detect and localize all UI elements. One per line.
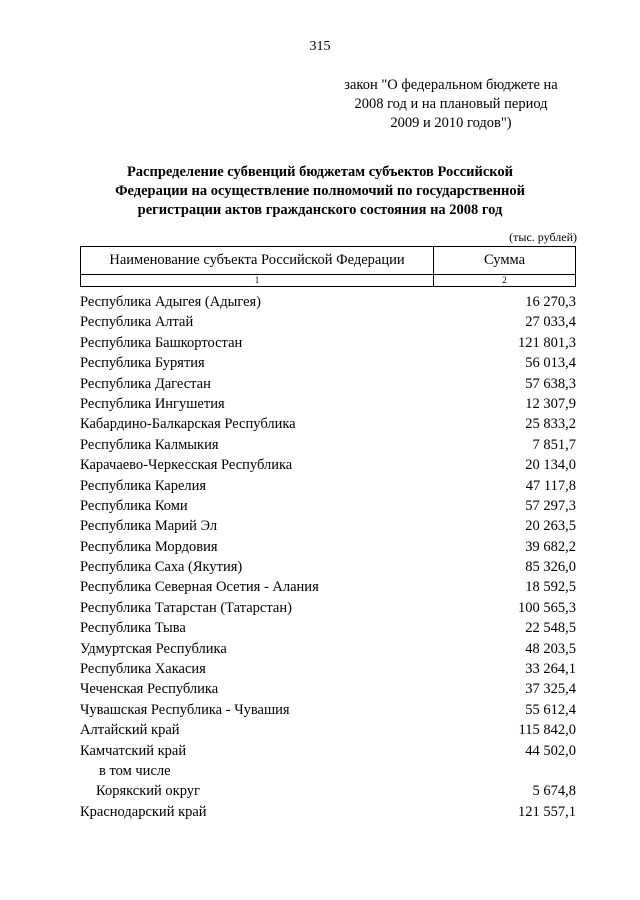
table-header	[80, 246, 576, 287]
row-subject-name: Республика Адыгея (Адыгея)	[80, 294, 262, 310]
law-reference-line: 2009 и 2010 годов")	[390, 115, 512, 131]
row-subject-name: Камчатский край	[80, 742, 187, 759]
row-subject-name: в том числе	[99, 762, 171, 779]
page-number: 315	[309, 39, 331, 54]
table-body	[80, 292, 576, 822]
row-subject-name: Республика Мордовия	[80, 538, 218, 555]
document-title	[80, 163, 560, 220]
row-amount: 7 851,7	[532, 436, 576, 453]
table-row	[80, 639, 576, 659]
row-amount: 85 326,0	[525, 559, 576, 576]
row-amount: 121 801,3	[518, 334, 576, 351]
table-row	[80, 435, 576, 455]
row-amount: 57 297,3	[525, 497, 576, 514]
row-subject-name: Республика Саха (Якутия)	[80, 559, 243, 576]
row-amount: 57 638,3	[525, 375, 576, 392]
row-amount: 47 117,8	[525, 477, 576, 494]
table-row	[80, 761, 576, 781]
row-amount: 27 033,4	[525, 314, 576, 331]
table-row	[80, 741, 576, 761]
units-label: (тыс. рублей)	[509, 230, 577, 244]
row-amount: 18 592,5	[525, 579, 576, 596]
row-amount: 37 325,4	[525, 681, 576, 698]
table-row	[80, 659, 576, 679]
row-amount: 55 612,4	[525, 701, 576, 718]
row-subject-name: Республика Карелия	[80, 477, 207, 494]
table-row	[80, 496, 576, 516]
row-amount: 22 548,5	[525, 620, 576, 637]
table-row	[80, 781, 576, 801]
table-row	[80, 455, 576, 475]
table-row	[80, 394, 576, 414]
row-amount: 25 833,2	[525, 416, 576, 433]
row-amount: 121 557,1	[518, 803, 576, 820]
table-row	[80, 374, 576, 394]
table-row	[80, 557, 576, 577]
table-row	[80, 333, 576, 353]
row-subject-name: Республика Алтай	[80, 314, 194, 331]
row-amount: 44 502,0	[525, 742, 576, 759]
row-amount: 56 013,4	[525, 355, 576, 372]
table-row	[80, 720, 576, 740]
row-subject-name: Алтайский край	[80, 722, 180, 739]
header-subject-name: Наименование субъекта Российской Федерации	[81, 247, 434, 274]
row-subject-name: Республика Северная Осетия - Алания	[80, 579, 319, 596]
row-subject-name: Республика Татарстан (Татарстан)	[80, 599, 292, 616]
document-title-line: Распределение субвенций бюджетам субъектов Российской	[126, 164, 514, 180]
row-subject-name: Республика Марий Эл	[80, 518, 218, 535]
row-subject-name: Кабардино-Балкарская Республика	[80, 416, 296, 433]
table-row	[80, 802, 576, 822]
row-subject-name: Чувашская Республика - Чувашия	[80, 701, 290, 718]
row-amount: 115 842,0	[518, 722, 576, 739]
document-title-line: регистрации актов гражданского состояния на 2008 год	[137, 202, 503, 218]
table-row	[80, 679, 576, 699]
row-subject-name: Республика Коми	[80, 497, 188, 514]
table-row	[80, 700, 576, 720]
table-row	[80, 516, 576, 536]
row-amount: 48 203,5	[525, 640, 576, 657]
row-amount: 16 270,3	[525, 294, 576, 310]
law-reference	[320, 76, 582, 133]
document-title-line: Федерации на осуществление полномочий по государственной	[115, 183, 525, 199]
row-subject-name: Карачаево-Черкесская Республика	[80, 457, 293, 474]
table-row	[80, 537, 576, 557]
row-subject-name: Республика Хакасия	[80, 661, 206, 678]
table-row	[80, 598, 576, 618]
row-subject-name: Республика Калмыкия	[80, 436, 219, 453]
column-number-2: 2	[502, 275, 507, 285]
table-header-row	[81, 247, 575, 275]
row-amount: 12 307,9	[525, 395, 576, 412]
table-row	[80, 292, 576, 312]
table-row	[80, 353, 576, 373]
table-row	[80, 618, 576, 638]
table-row	[80, 476, 576, 496]
row-subject-name: Республика Ингушетия	[80, 395, 225, 412]
column-number-row	[81, 275, 575, 286]
row-subject-name: Республика Башкортостан	[80, 334, 243, 351]
law-reference-line: закон "О федеральном бюджете на	[344, 77, 558, 93]
row-subject-name: Республика Бурятия	[80, 355, 205, 372]
table-row	[80, 312, 576, 332]
row-subject-name: Республика Дагестан	[80, 375, 211, 392]
column-number-1: 1	[81, 275, 434, 286]
header-amount: Сумма	[483, 252, 526, 268]
law-reference-line: 2008 год и на плановый период	[354, 96, 548, 112]
row-subject-name: Чеченская Республика	[80, 681, 219, 698]
row-amount: 5 674,8	[532, 783, 576, 800]
row-amount: 20 134,0	[525, 457, 576, 474]
row-amount: 33 264,1	[525, 661, 576, 678]
row-subject-name: Республика Тыва	[80, 620, 186, 637]
row-amount: 100 565,3	[518, 599, 576, 616]
row-subject-name: Корякский округ	[96, 783, 200, 800]
row-amount: 20 263,5	[525, 518, 576, 535]
table-row	[80, 414, 576, 434]
row-amount: 39 682,2	[525, 538, 576, 555]
row-subject-name: Краснодарский край	[80, 803, 207, 820]
row-subject-name: Удмуртская Республика	[80, 640, 227, 657]
table-row	[80, 577, 576, 597]
